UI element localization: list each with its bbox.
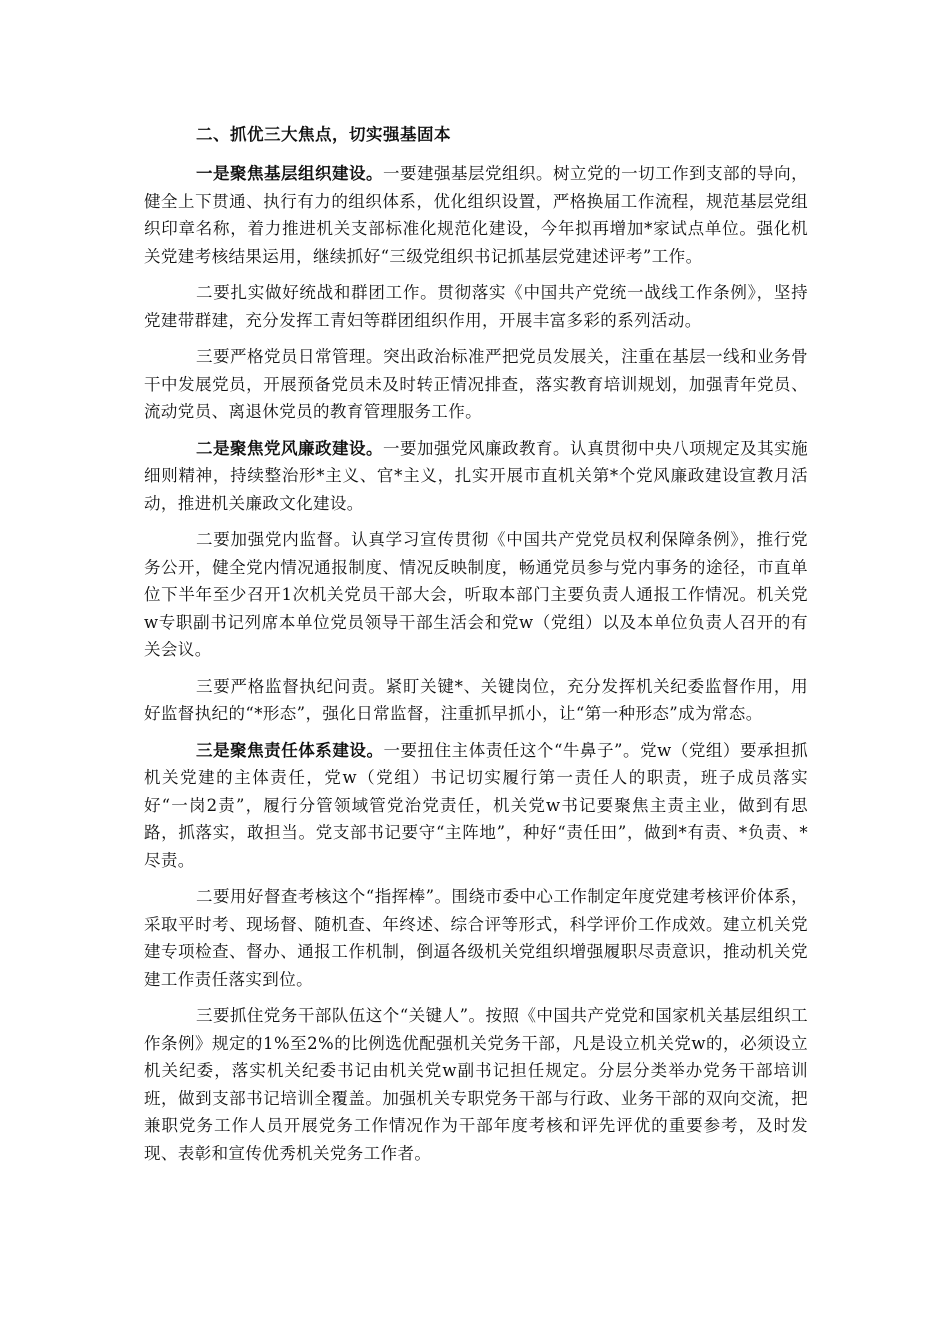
section-heading: 二、抓优三大焦点，切实强基固本 (196, 125, 451, 144)
paragraph-3 (144, 343, 808, 426)
paragraph-9 (144, 1002, 808, 1167)
paragraph-4-lead: 二是聚焦党风廉政建设。 (196, 438, 384, 458)
paragraph-7 (144, 737, 808, 875)
paragraph-5 (144, 526, 808, 664)
paragraph-5-text: 二要加强党内监督。认真学习宣传贯彻《中国共产党党员权利保障条例》，推行党务公开，健全党内情况通报制度、情况反映制度，畅通党员参与党内事务的途径，市直单位下半年至少召开1次机关党员干部大会，听取本部门主要负责人通报工作情况。机关党w专职副书记列席本单位党员领导干部生活会和党w（党组）以及本单位负责人召开的有关会议。 (144, 530, 808, 659)
paragraph-3-text: 三要严格党员日常管理。突出政治标准严把党员发展关，注重在基层一线和业务骨干中发展党员，开展预备党员未及时转正情况排查，落实教育培训规划，加强青年党员、流动党员、离退休党员的教育管理服务工作。 (144, 347, 808, 421)
paragraph-1-lead: 一是聚焦基层组织建设。 (196, 164, 384, 183)
paragraph-8 (144, 883, 808, 993)
document-page (144, 120, 808, 1176)
paragraph-1 (144, 160, 808, 270)
paragraph-9-text: 三要抓住党务干部队伍这个“关键人”。按照《中国共产党党和国家机关基层组织工作条例》规定的1%至2%的比例选优配强机关党务干部，凡是设立机关党w的，必须设立机关纪委，落实机关纪委书记由机关党w副书记担任规定。分层分类举办党务干部培训班，做到支部书记培训全覆盖。加强机关专职党务干部与行政、业务干部的双向交流，把兼职党务工作人员开展党务工作情况作为干部年度考核和评先评优的重要参考，及时发现、表彰和宣传优秀机关党务工作者。 (144, 1006, 808, 1163)
paragraph-7-text: 一要扭住主体责任这个“牛鼻子”。党w（党组）要承担抓机关党建的主体责任，党w（党组）书记切实履行第一责任人的职责，班子成员落实好“一岗2责”，履行分管领域管党治党责任，机关党w书记要聚焦主责主业，做到有思路，抓落实，敢担当。党支部书记要守“主阵地”，种好“责任田”，做到*有责、*负责、*尽责。 (144, 740, 808, 870)
paragraph-1-text: 一要建强基层党组织。树立党的一切工作到支部的导向，健全上下贯通、执行有力的组织体系，优化组织设置，严格换届工作流程，规范基层党组织印章名称，着力推进机关支部标准化规范化建设，今年拟再增加*家试点单位。强化机关党建考核结果运用，继续抓好“三级党组织书记抓基层党建述评考”工作。 (144, 164, 808, 266)
paragraph-6-text: 三要严格监督执纪问责。紧盯关键*、关键岗位，充分发挥机关纪委监督作用，用好监督执纪的“*形态”，强化日常监督，注重抓早抓小，让“第一种形态”成为常态。 (144, 676, 808, 723)
paragraph-8-text: 二要用好督查考核这个“指挥棒”。围绕市委中心工作制定年度党建考核评价体系，采取平时考、现场督、随机查、年终述、综合评等形式，科学评价工作成效。建立机关党建专项检查、督办、通报工作机制，倒逼各级机关党组织增强履职尽责意识，推动机关党建工作责任落实到位。 (144, 887, 808, 989)
paragraph-4-text: 一要加强党风廉政教育。认真贯彻中央八项规定及其实施细则精神，持续整治形*主义、官*主义，扎实开展市直机关第*个党风廉政建设宣教月活动，推进机关廉政文化建设。 (144, 438, 808, 513)
paragraph-7-lead: 三是聚焦责任体系建设。 (196, 740, 384, 760)
paragraph-4 (144, 435, 808, 518)
paragraph-2-text: 二要扎实做好统战和群团工作。贯彻落实《中国共产党统一战线工作条例》，坚持党建带群建，充分发挥工青妇等群团组织作用，开展丰富多彩的系列活动。 (144, 283, 808, 330)
paragraph-6 (144, 673, 808, 728)
paragraph-2 (144, 279, 808, 334)
